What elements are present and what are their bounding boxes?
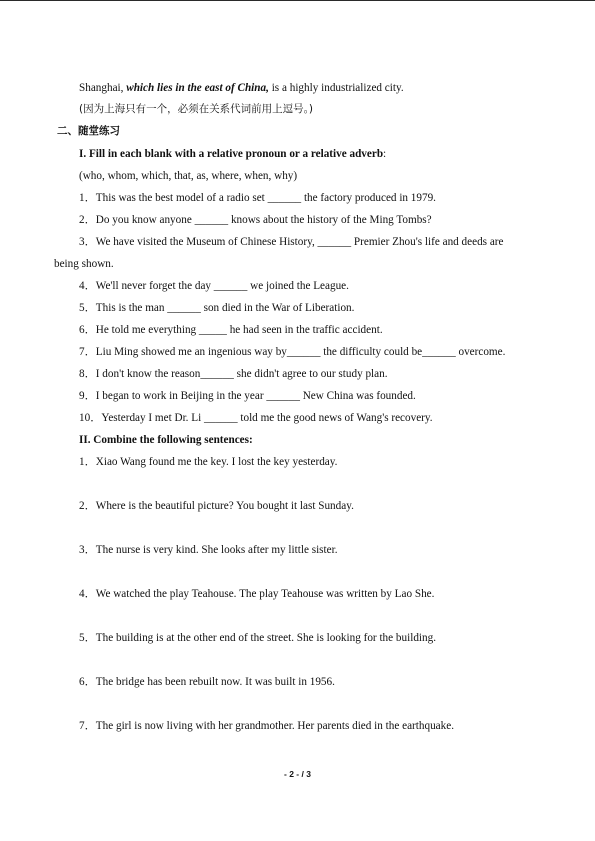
example-post: is a highly industrialized city. <box>268 82 404 94</box>
question-5: 5．This is the man ______ son died in the War of Liberation. <box>79 302 355 314</box>
question-7: 7．Liu Ming showed me an ingenious way by______ the difficulty could be______ overcome. <box>79 346 506 358</box>
section-title: 二、随堂练习 <box>57 125 120 137</box>
question-3-continued: being shown. <box>54 258 114 270</box>
combine-sentence-2: 2．Where is the beautiful picture? You bought it last Sunday. <box>79 500 354 512</box>
part1-heading-text: I. Fill in each blank with a relative pronoun or a relative adverb <box>79 148 384 160</box>
question-3: 3．We have visited the Museum of Chinese History, ______ Premier Zhou's life and deeds are <box>79 236 504 248</box>
combine-sentence-6: 6．The bridge has been rebuilt now. It was built in 1956. <box>79 676 335 688</box>
page-number: - 2 - / 3 <box>284 769 311 779</box>
question-1: 1．This was the best model of a radio set ______ the factory produced in 1979. <box>79 192 436 204</box>
example-sentence <box>79 81 404 95</box>
part2-heading: II. Combine the following sentences: <box>79 434 253 446</box>
question-4: 4．We'll never forget the day ______ we joined the League. <box>79 280 349 292</box>
part1-heading-colon: : <box>383 148 387 160</box>
example-note: (因为上海只有一个，必须在关系代词前用上逗号。) <box>79 103 313 115</box>
combine-sentence-4: 4．We watched the play Teahouse. The play Teahouse was written by Lao She. <box>79 588 435 600</box>
combine-sentence-7: 7．The girl is now living with her grandmother. Her parents died in the earthquake. <box>79 720 454 732</box>
question-9: 9．I began to work in Beijing in the year ______ New China was founded. <box>79 390 416 402</box>
page-top-border <box>0 0 595 1</box>
combine-sentence-3: 3．The nurse is very kind. She looks after my little sister. <box>79 544 338 556</box>
word-bank: (who, whom, which, that, as, where, when, why) <box>79 170 298 182</box>
question-2: 2．Do you know anyone ______ knows about the history of the Ming Tombs? <box>79 214 432 226</box>
question-6: 6．He told me everything _____ he had seen in the traffic accident. <box>79 324 383 336</box>
question-10: 10．Yesterday I met Dr. Li ______ told me the good news of Wang's recovery. <box>79 412 433 424</box>
combine-sentence-1: 1．Xiao Wang found me the key. I lost the key yesterday. <box>79 456 338 468</box>
example-clause: which lies in the east of China, <box>126 82 269 94</box>
question-8: 8．I don't know the reason______ she didn't agree to our study plan. <box>79 368 388 380</box>
part1-heading <box>79 147 386 161</box>
combine-sentence-5: 5．The building is at the other end of the street. She is looking for the building. <box>79 632 437 644</box>
example-pre: Shanghai, <box>79 82 127 94</box>
